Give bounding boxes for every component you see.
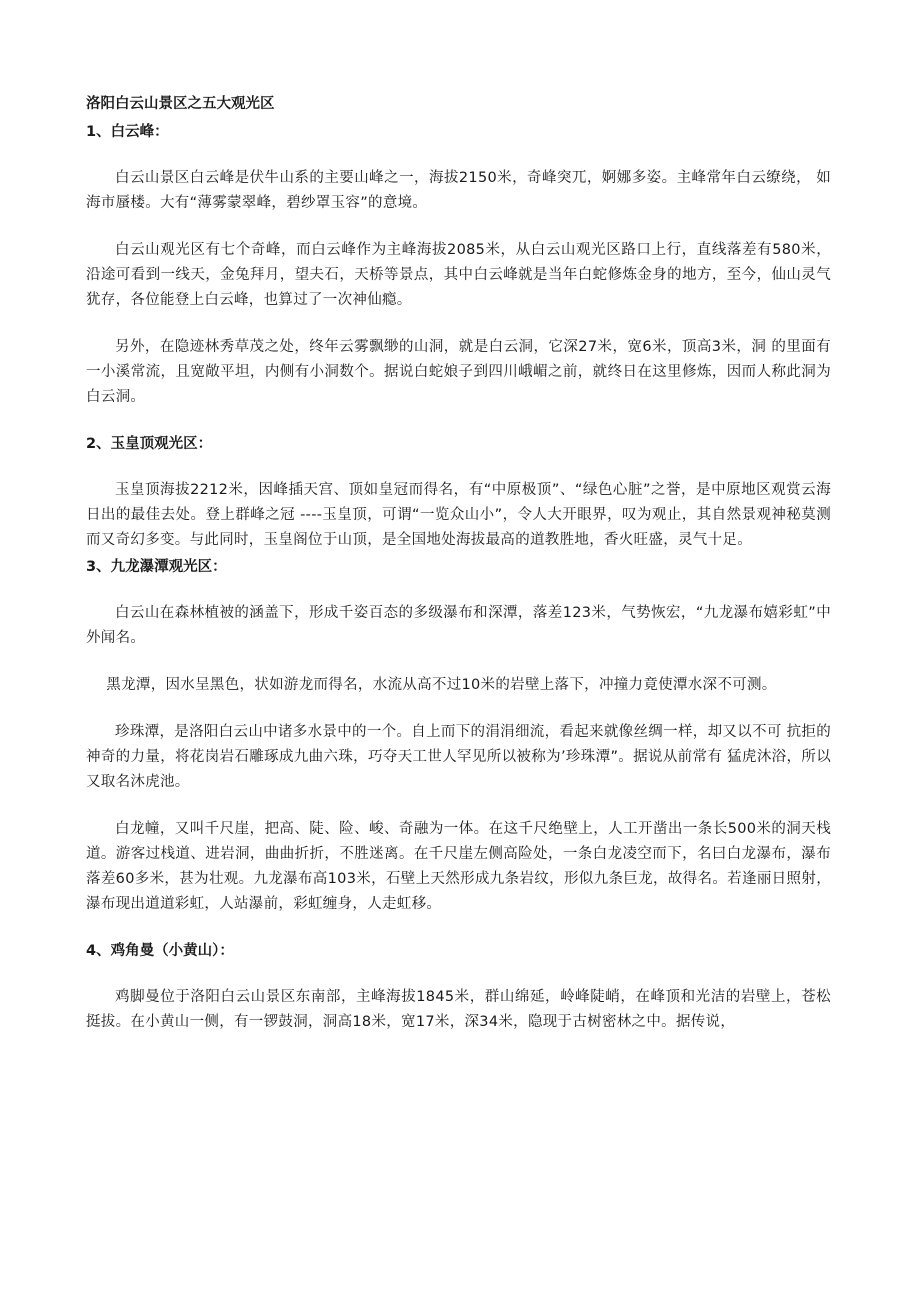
- paragraph: 玉皇顶海拔2212米，因峰插天宫、顶如皇冠而得名，有“中原极顶”、“绿色心脏”之誉，是中原地区观赏云海日出的最佳去处。登上群峰之冠 ----玉皇顶，可谓“一览众山小”，令人大开眼界，叹为观止，其自然景观神秘莫测而又奇幻多变。与此同时，玉皇阁位于山顶，是全国地处海拔最高的道教胜地，香火旺盛，灵气十足。: [86, 482, 831, 548]
- section-heading-3: 3、九龙瀑潭观光区：: [86, 559, 227, 575]
- paragraph: 白云山景区白云峰是伏牛山系的主要山峰之一，海拔2150米，奇峰突兀，婀娜多姿。主峰常年白云缭绕， 如海市蜃楼。大有“薄雾蒙翠峰，碧纱罩玉容”的意境。: [86, 170, 831, 211]
- document-title: 洛阳白云山景区之五大观光区: [86, 96, 275, 112]
- paragraph: 黑龙潭，因水呈黑色，状如游龙而得名，水流从高不过10米的岩壁上落下，冲撞力竟使潭水深不可测。: [106, 677, 777, 693]
- section-heading-2: 2、玉皇顶观光区：: [86, 436, 213, 452]
- section-heading-4: 4、鸡角曼（小黄山）：: [86, 943, 234, 959]
- document-page: [86, 92, 831, 1035]
- paragraph: 另外，在隐迹林秀草茂之处，终年云雾飘缈的山洞，就是白云洞，它深27米，宽6米，顶高3米，洞 的里面有一小溪常流，且宽敞平坦，内侧有小洞数个。据说白蛇娘子到四川峨嵋之前，就终日在这里修炼，因而人称此洞为白云洞。: [86, 339, 831, 405]
- paragraph: 白龙幢，又叫千尺崖，把高、陡、险、峻、奇融为一体。在这千尺绝壁上，人工开凿出一条长500米的洞天栈道。游客过栈道、进岩洞，曲曲折折，不胜迷离。在千尺崖左侧高险处，一条白龙凌空而下，名曰白龙瀑布，瀑布落差60多米，甚为壮观。九龙瀑布高103米，石壁上天然形成九条岩纹，形似九条巨龙，故得名。若逢丽日照射，瀑布现出道道彩虹，人站瀑前，彩虹缠身，人走虹移。: [86, 821, 831, 912]
- section-heading-1: 1、白云峰：: [86, 124, 169, 140]
- paragraph: 白云山在森林植被的涵盖下，形成千姿百态的多级瀑布和深潭，落差123米，气势恢宏，“九龙瀑布嬉彩虹”中外闻名。: [86, 605, 831, 646]
- paragraph: 白云山观光区有七个奇峰，而白云峰作为主峰海拔2085米，从白云山观光区路口上行，直线落差有580米，沿途可看到一线天，金兔拜月，望夫石，天桥等景点，其中白云峰就是当年白蛇修炼金身的地方，至今，仙山灵气犹存，各位能登上白云峰，也算过了一次神仙瘾。: [86, 242, 831, 308]
- paragraph: 鸡脚曼位于洛阳白云山景区东南部，主峰海拔1845米，群山绵延，岭峰陡峭，在峰顶和光洁的岩壁上，苍松挺拔。在小黄山一侧，有一锣鼓洞，洞高18米，宽17米，深34米，隐现于古树密林之中。据传说，: [86, 989, 831, 1030]
- paragraph: 珍珠潭，是洛阳白云山中诸多水景中的一个。自上而下的涓涓细流，看起来就像丝绸一样，却又以不可 抗拒的神奇的力量，将花岗岩石雕琢成九曲六珠，巧夺天工世人罕见所以被称为’珍珠潭”。据说从前常有 猛虎沐浴，所以又取名沐虎池。: [86, 724, 831, 790]
